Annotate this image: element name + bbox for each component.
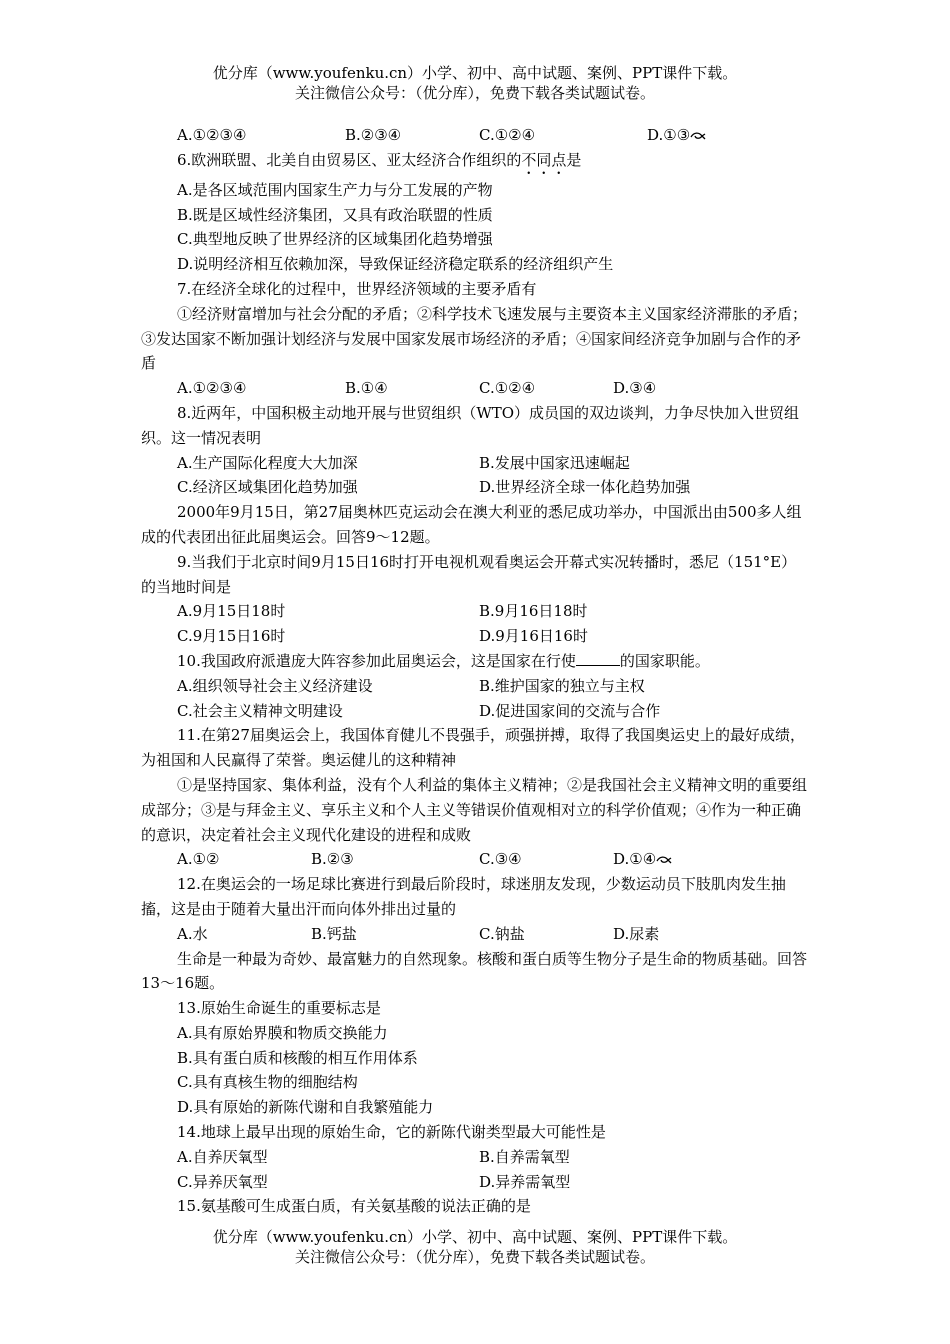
footer-line-2: 关注微信公众号：（优分库），免费下载各类试题试卷。 (294, 1248, 655, 1266)
option-d: D.异养需氧型 (479, 1172, 571, 1191)
option-c: C.①②④ (479, 126, 536, 144)
q14-options-row1 (141, 1145, 809, 1170)
q12-options (141, 922, 809, 947)
option-c: C.社会主义精神文明建设 (177, 701, 343, 720)
option-b: B.②③ (311, 850, 354, 869)
header-line-2: 关注微信公众号：（优分库），免费下载各类试题试卷。 (294, 84, 655, 102)
header-line-1: 优分库（www.youfenku.cn）小学、初中、高中试题、案例、PPT课件下载。 (212, 64, 738, 82)
q6-option-a: A.是各区域范围内国家生产力与分工发展的产物 (177, 180, 493, 199)
q12-stem: 12.在奥运会的一场足球比赛进行到最后阶段时，球迷朋友发现，少数运动员下肢肌肉发生抽搐，这是由于随着大量出汗而向体外排出过量的 (141, 875, 786, 918)
option-b: B.9月16日18时 (479, 602, 588, 621)
option-a: A.①②③④ (177, 126, 247, 144)
q7-options (141, 376, 809, 401)
q8-stem: 8.近两年，中国积极主动地开展与世贸组织（WTO）成员国的双边谈判，力争尽快加入世贸组织。这一情况表明 (141, 403, 800, 447)
option-d: D.①③ (647, 123, 706, 148)
q9-options-row2 (141, 624, 809, 649)
q13-option-d: D.具有原始的新陈代谢和自我繁殖能力 (177, 1098, 434, 1117)
option-a: A.①②③④ (177, 379, 247, 398)
option-a: A.生产国际化程度大大加深 (177, 453, 358, 472)
option-a: A.水 (177, 924, 208, 943)
option-a: A.9月15日18时 (177, 602, 286, 621)
q5-options (141, 123, 809, 148)
q13-option-a: A.具有原始界膜和物质交换能力 (177, 1023, 388, 1042)
option-c: C.经济区域集团化趋势加强 (177, 478, 358, 497)
q13-option-c: C.具有真核生物的细胞结构 (177, 1073, 358, 1092)
q11-options (141, 847, 809, 872)
option-d: D.尿素 (613, 924, 660, 943)
q7-stem: 7.在经济全球化的过程中，世界经济领域的主要矛盾有 (177, 279, 537, 298)
q13-stem: 13.原始生命诞生的重要标志是 (177, 999, 381, 1018)
option-c: C.①②④ (479, 379, 536, 398)
q6-option-c: C.典型地反映了世界经济的区域集团化趋势增强 (177, 230, 493, 249)
option-b: B.维护国家的独立与主权 (479, 676, 645, 695)
q11-items: ①是坚持国家、集体利益，没有个人利益的集体主义精神；②是我国社会主义精神文明的重要组成部分；③是与拜金主义、享乐主义和个人主义等错误价值观相对立的科学价值观；④作为一种正确的意识，决定着社会主义现代化建设的进程和成败 (141, 775, 808, 844)
option-b: B.自养需氧型 (479, 1147, 570, 1166)
intro-9-12: 2000年9月15日，第27届奥林匹克运动会在澳大利亚的悉尼成功举办，中国派出由500多人组成的代表团出征此届奥运会。回答9～12题。 (141, 503, 802, 546)
q15-stem: 15.氨基酸可生成蛋白质，有关氨基酸的说法正确的是 (177, 1197, 531, 1216)
option-c: C.③④ (479, 850, 522, 869)
option-b: B.发展中国家迅速崛起 (479, 453, 630, 472)
page-footer (0, 1227, 950, 1267)
q10-options-row2 (141, 699, 809, 724)
fill-in-blank (576, 649, 620, 666)
option-a: A.①② (177, 850, 220, 869)
intro-13-16: 生命是一种最为奇妙、最富魅力的自然现象。核酸和蛋白质等生物分子是生命的物质基础。回答13～16题。 (141, 949, 808, 993)
option-c: C.9月15日16时 (177, 627, 286, 646)
scribble-mark-icon (656, 854, 672, 866)
footer-line-1: 优分库（www.youfenku.cn）小学、初中、高中试题、案例、PPT课件下载。 (212, 1228, 738, 1246)
option-d: D.9月16日16时 (479, 627, 588, 646)
q10-stem: 10.我国政府派遣庞大阵容参加此届奥运会，这是国家在行使 的国家职能。 (141, 649, 809, 674)
q9-options-row1 (141, 599, 809, 624)
option-d: D.③④ (613, 379, 657, 398)
option-a: A.自养厌氧型 (177, 1147, 268, 1166)
option-a: A.组织领导社会主义经济建设 (177, 676, 373, 695)
q6-option-d: D.说明经济相互依赖加深，导致保证经济稳定联系的经济组织产生 (177, 255, 614, 274)
q14-options-row2 (141, 1170, 809, 1195)
option-c: C.异养厌氧型 (177, 1172, 268, 1191)
question-content (141, 123, 809, 1219)
option-b: B.钙盐 (311, 924, 357, 943)
q8-options-row1 (141, 451, 809, 476)
q9-stem: 9.当我们于北京时间9月15日16时打开电视机观看奥运会开幕式实况转播时，悉尼（151°E）的当地时间是 (141, 552, 797, 596)
option-d: D.促进国家间的交流与合作 (479, 701, 661, 720)
q7-items: ①经济财富增加与社会分配的矛盾；②科学技术飞速发展与主要资本主义国家经济滞胀的矛盾；③发达国家不断加强计划经济与发展中国家发展市场经济的矛盾；④国家间经济竞争加剧与合作的矛盾 (141, 304, 808, 373)
q10-options-row1 (141, 674, 809, 699)
page-header (0, 63, 950, 103)
q14-stem: 14.地球上最早出现的原始生命，它的新陈代谢类型最大可能性是 (177, 1123, 606, 1142)
q8-options-row2 (141, 475, 809, 500)
q6-stem: 6.欧洲联盟、北美自由贸易区、亚太经济合作组织的不同点是 (177, 150, 582, 169)
q6-option-b: B.既是区域性经济集团，又具有政治联盟的性质 (177, 205, 493, 224)
q13-option-b: B.具有蛋白质和核酸的相互作用体系 (177, 1048, 418, 1067)
q11-stem: 11.在第27届奥运会上，我国体育健儿不畏强手，顽强拼搏，取得了我国奥运史上的最好成绩，为祖国和人民赢得了荣誉。奥运健儿的这种精神 (141, 726, 805, 770)
option-b: B.①④ (345, 379, 388, 398)
emphasis-text: 不同点 (521, 150, 567, 169)
scribble-mark-icon (690, 130, 706, 142)
option-c: C.钠盐 (479, 924, 525, 943)
option-d: D.①④ (613, 847, 672, 872)
option-b: B.②③④ (345, 126, 402, 144)
option-d: D.世界经济全球一体化趋势加强 (479, 478, 691, 497)
